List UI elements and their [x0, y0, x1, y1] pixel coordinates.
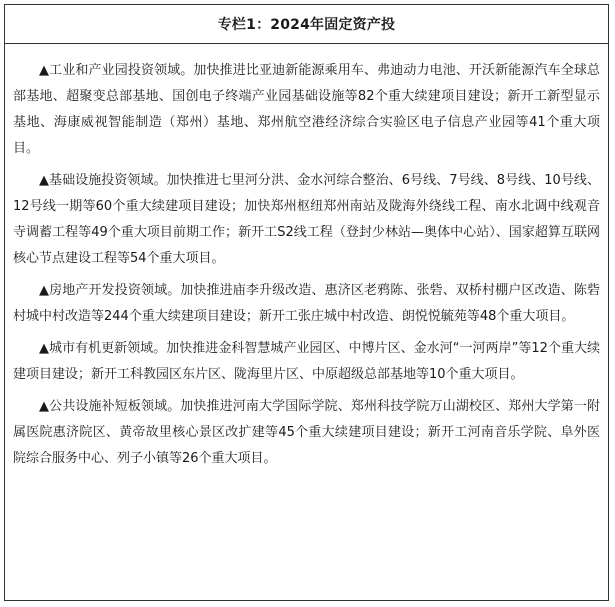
paragraph-infrastructure-investment: ▲基础设施投资领域。加快推进七里河分洪、金水河综合整治、6号线、7号线、8号线、10号线、12号线一期等60个重大续建项目建设；加快郑州枢纽郑州南站及陇海外绕线工程、南水北调中线观音寺调蓄工程等49个重大项目前期工作；新开工S2线工程（登封少林站—奥体中心站）、国家超算互联网核心节点建设工程等54个重大项目。: [13, 173, 600, 266]
paragraph-real-estate-investment: ▲房地产开发投资领域。加快推进庙李升级改造、惠济区老鸦陈、张砦、双桥村棚户区改造、陈砦村城中村改造等244个重大续建项目建设；新开工张庄城中村改造、朗悦悦毓苑等48个重大项目。: [13, 283, 600, 324]
paragraph-industrial-investment: ▲工业和产业园投资领域。加快推进比亚迪新能源乘用车、弗迪动力电池、开沃新能源汽车全球总部基地、超聚变总部基地、国创电子终端产业园基础设施等82个重大续建项目建设；新开工新型显示基地、海康威视智能制造（郑州）基地、郑州航空港经济综合实验区电子信息产业园等41个重大项目。: [13, 63, 600, 156]
paragraph-public-facilities: ▲公共设施补短板领域。加快推进河南大学国际学院、郑州科技学院万山湖校区、郑州大学第一附属医院惠济院区、黄帝故里核心景区改扩建等45个重大续建项目建设；新开工河南音乐学院、阜外医院综合服务中心、列子小镇等26个重大项目。: [13, 399, 600, 466]
column-title: 专栏1：2024年固定资产投: [5, 5, 608, 44]
column-box: [4, 4, 609, 601]
column-content: [5, 44, 608, 472]
paragraph-urban-renewal: ▲城市有机更新领域。加快推进金科智慧城产业园区、中博片区、金水河“一河两岸”等12个重大续建项目建设；新开工科教园区东片区、陇海里片区、中原超级总部基地等10个重大项目。: [13, 341, 600, 382]
